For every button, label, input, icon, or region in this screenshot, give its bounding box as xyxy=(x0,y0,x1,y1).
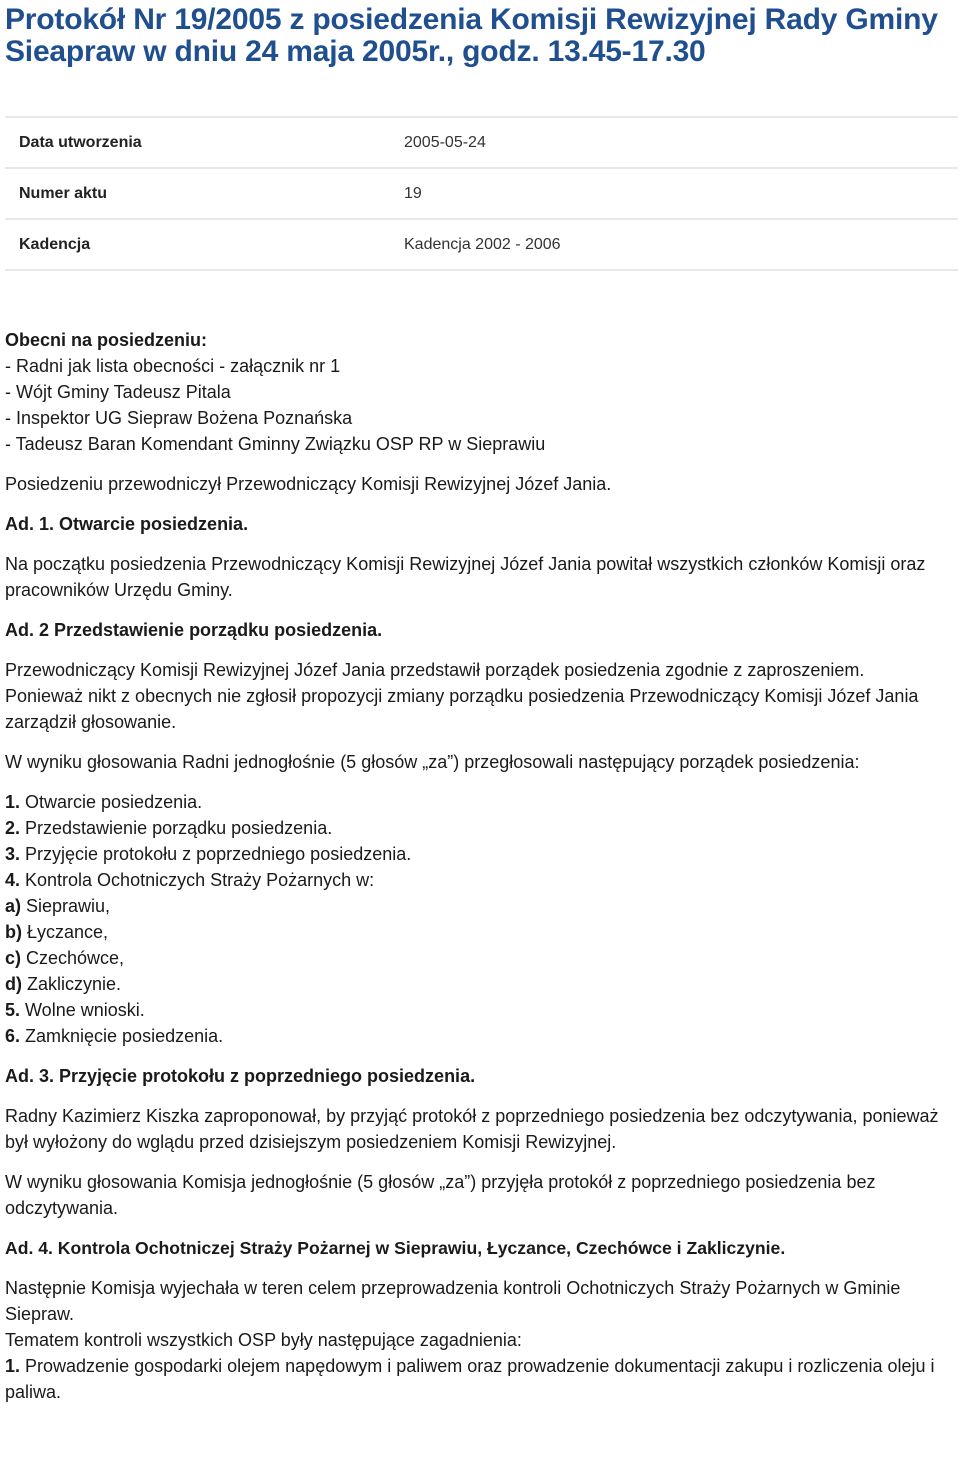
meta-label: Numer aktu xyxy=(5,168,404,219)
list-item xyxy=(5,893,955,919)
chair-paragraph: Posiedzeniu przewodniczył Przewodniczący Komisji Rewizyjnej Józef Jania. xyxy=(5,474,612,494)
ad4-item-text: Prowadzenie gospodarki olejem napędowym i paliwem oraz prowadzenie dokumentacji zakupu i rozliczenia oleju i paliwa. xyxy=(5,1356,935,1402)
meta-label: Data utworzenia xyxy=(5,117,404,168)
ad4-list-item xyxy=(5,1353,955,1405)
list-item xyxy=(5,815,955,841)
agenda-text: Czechówce, xyxy=(21,948,125,968)
agenda-text: Wolne wnioski. xyxy=(20,1000,145,1020)
agenda-list xyxy=(5,789,955,1049)
agenda-text: Zamknięcie posiedzenia. xyxy=(20,1026,224,1046)
ad2-heading xyxy=(5,617,955,643)
agenda-number: 2. xyxy=(5,818,21,838)
ad4-item-number: 1. xyxy=(5,1356,21,1376)
ad1-heading: Ad. 1. Otwarcie posiedzenia. xyxy=(5,514,249,534)
ad2-heading-prefix: Ad. xyxy=(5,620,34,640)
table-row xyxy=(5,219,958,270)
agenda-number: 4. xyxy=(5,870,21,890)
meta-value: 19 xyxy=(404,168,958,219)
table-row xyxy=(5,117,958,168)
metadata-table xyxy=(5,116,958,271)
agenda-number: a) xyxy=(5,896,22,916)
list-item xyxy=(5,945,955,971)
meta-value: Kadencja 2002 - 2006 xyxy=(404,219,958,270)
list-item xyxy=(5,919,955,945)
present-item: - Inspektor UG Siepraw Bożena Poznańska xyxy=(5,408,353,428)
document-title: Protokół Nr 19/2005 z posiedzenia Komisji Rewizyjnej Rady Gminy Sieapraw w dniu 24 maja 2005r., godz. 13.45-17.30 xyxy=(5,3,938,68)
agenda-number: 5. xyxy=(5,1000,21,1020)
ad3-paragraph: W wyniku głosowania Komisja jednogłośnie (5 głosów „za”) przyjęła protokół z poprzedniego posiedzenia bez odczytywania. xyxy=(5,1172,876,1218)
agenda-number: 1. xyxy=(5,792,21,812)
ad2-paragraph: W wyniku głosowania Radni jednogłośnie (5 głosów „za”) przegłosowali następujący porządek posiedzenia: xyxy=(5,752,860,772)
ad3-heading: Ad. 3. Przyjęcie protokołu z poprzedniego posiedzenia. xyxy=(5,1066,476,1086)
agenda-text: Sieprawiu, xyxy=(21,896,111,916)
list-item xyxy=(5,841,955,867)
agenda-text: Przedstawienie porządku posiedzenia. xyxy=(20,818,333,838)
agenda-text: Przyjęcie protokołu z poprzedniego posiedzenia. xyxy=(20,844,412,864)
agenda-text: Kontrola Ochotniczych Straży Pożarnych w: xyxy=(20,870,375,890)
document-page xyxy=(5,0,955,1405)
ad2-paragraph: Ponieważ nikt z obecnych nie zgłosił propozycji zmiany porządku posiedzenia Przewodniczący Komisji Józef Jania zarządził głosowanie. xyxy=(5,686,919,732)
list-item xyxy=(5,971,955,997)
meta-label: Kadencja xyxy=(5,219,404,270)
agenda-text: Zakliczynie. xyxy=(22,974,122,994)
ad2-paragraph: Przewodniczący Komisji Rewizyjnej Józef Jania przedstawił porządek posiedzenia zgodnie z zaproszeniem. xyxy=(5,660,865,680)
ad4-paragraph: Tematem kontroli wszystkich OSP były następujące zagadnienia: xyxy=(5,1330,522,1350)
agenda-number: d) xyxy=(5,974,22,994)
present-item: - Radni jak lista obecności - załącznik nr 1 xyxy=(5,356,341,376)
ad2-heading-rest: 2 Przedstawienie porządku posiedzenia. xyxy=(34,620,383,640)
present-item: - Wójt Gminy Tadeusz Pitala xyxy=(5,382,231,402)
meta-value: 2005-05-24 xyxy=(404,117,958,168)
list-item xyxy=(5,867,955,893)
agenda-text: Łyczance, xyxy=(22,922,109,942)
agenda-number: 6. xyxy=(5,1026,21,1046)
agenda-text: Otwarcie posiedzenia. xyxy=(20,792,203,812)
list-item xyxy=(5,997,955,1023)
agenda-number: 3. xyxy=(5,844,21,864)
present-item: - Tadeusz Baran Komendant Gminny Związku OSP RP w Sieprawiu xyxy=(5,434,546,454)
ad1-paragraph: Na początku posiedzenia Przewodniczący Komisji Rewizyjnej Józef Jania powitał wszystkich członków Komisji oraz pracowników Urzędu Gminy. xyxy=(5,554,926,600)
ad4-heading: Ad. 4. Kontrola Ochotniczej Straży Pożarnej w Sieprawiu, Łyczance, Czechówce i Zakliczynie. xyxy=(5,1238,786,1258)
list-item xyxy=(5,1023,955,1049)
present-heading: Obecni na posiedzeniu: xyxy=(5,330,208,350)
table-row xyxy=(5,168,958,219)
agenda-number: b) xyxy=(5,922,22,942)
agenda-number: c) xyxy=(5,948,22,968)
list-item xyxy=(5,789,955,815)
ad4-paragraph: Następnie Komisja wyjechała w teren celem przeprowadzenia kontroli Ochotniczych Straży Pożarnych w Gminie Siepraw. xyxy=(5,1278,901,1324)
ad3-paragraph: Radny Kazimierz Kiszka zaproponował, by przyjąć protokół z poprzedniego posiedzenia bez odczytywania, ponieważ był wyłożony do wglądu przed dzisiejszym posiedzeniem Komisji Rewizyjnej. xyxy=(5,1106,939,1152)
